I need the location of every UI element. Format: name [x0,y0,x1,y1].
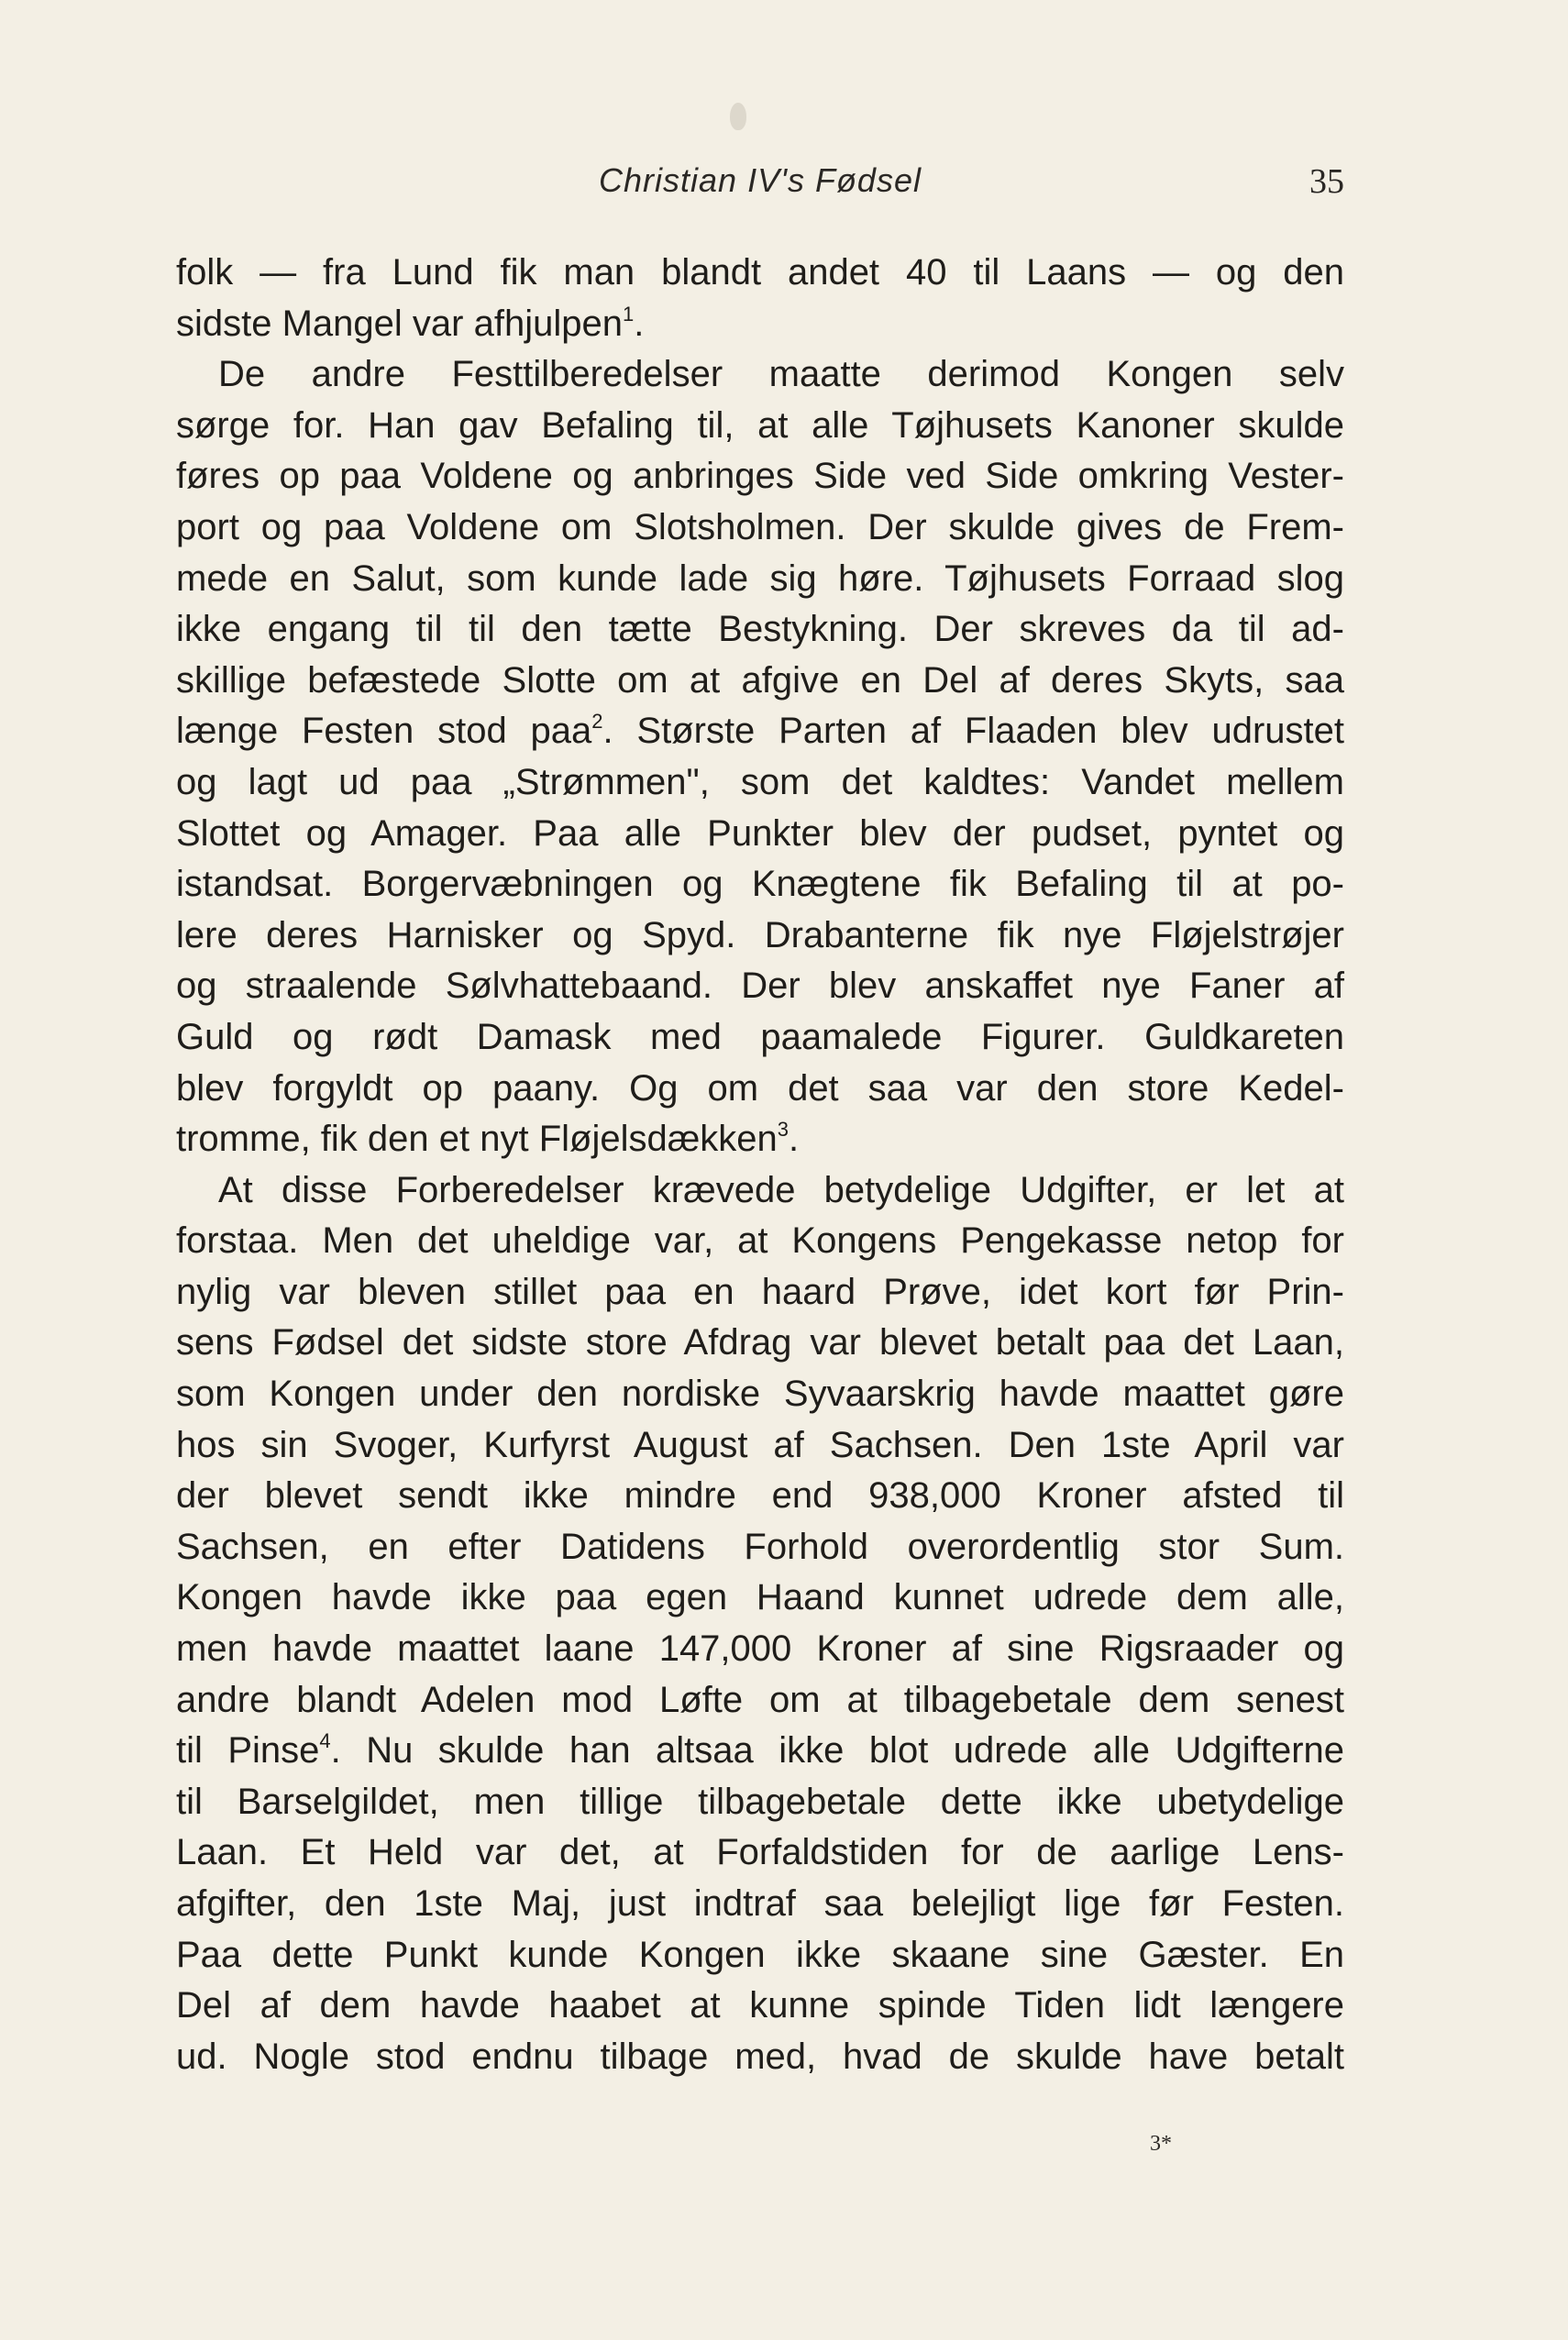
footnote-marker: 4 [319,1729,331,1753]
text-line [176,1216,1344,1267]
running-head [176,161,1344,213]
line-text: føres op paa Voldene og anbringes Side ved Side omkring Vester- [176,456,1344,497]
line-text: forstaa. Men det uheldige var, at Kongens Pengekasse netop for [176,1220,1344,1262]
text-line [176,349,1344,401]
line-text: istandsat. Borgervæbningen og Knægtene fik Befaling til at po- [176,864,1344,905]
text-line [176,1471,1344,1522]
line-text: andre blandt Adelen mod Løfte om at tilbagebetale dem senest [176,1679,1344,1720]
signature-mark: 3* [1150,2132,1172,2156]
line-text: lere deres Harnisker og Spyd. Drabanterne fik nye Fløjelstrøjer [176,914,1344,955]
text-line [176,961,1344,1012]
text-line [176,1981,1344,2032]
line-text: Paa dette Punkt kunde Kongen ikke skaane sine Gæster. En [176,1934,1344,1975]
line-text: men havde maattet laane 147,000 Kroner af sine Rigsraader og [176,1628,1344,1670]
line-text: sens Fødsel det sidste store Afdrag var blevet betalt paa det Laan, [176,1322,1344,1363]
line-text: nylig var bleven stillet paa en haard Prøve, idet kort før Prin- [176,1271,1344,1312]
text-line [176,1064,1344,1115]
text-line [176,1777,1344,1828]
line-text: afgifter, den 1ste Maj, just indtraf saa belejligt lige før Festen. [176,1883,1344,1924]
line-text: Kongen havde ikke paa egen Haand kunnet udrede dem alle, [176,1577,1344,1618]
text-line [176,554,1344,605]
line-text: og lagt ud paa „Strømmen", som det kaldtes: Vandet mellem [176,761,1344,802]
text-line [176,1726,1344,1777]
text-line [176,1827,1344,1879]
line-text: ikke engang til til den tætte Bestykning. Der skreves da til ad- [176,609,1344,650]
text-line [176,2032,1344,2083]
line-text: Del af dem havde haabet at kunne spinde Tiden lidt længere [176,1985,1344,2026]
text-line [176,604,1344,656]
running-title: Christian IV's Fødsel [599,161,922,199]
text-line [176,1624,1344,1675]
text-line [176,401,1344,452]
line-text: der blevet sendt ikke mindre end 938,000 Kroner afsted til [176,1475,1344,1517]
text-line [176,1522,1344,1573]
footnote-marker: 3 [777,1118,790,1142]
line-text: Laan. Et Held var det, at Forfaldstiden for de aarlige Lens- [176,1832,1344,1873]
text-line [176,1420,1344,1472]
line-text: længe Festen stod paa [176,711,592,752]
text-line [176,757,1344,809]
line-text-continued: . Største Parten af Flaaden blev udrustet [602,711,1344,752]
line-text: tromme, fik den et nyt Fløjelsdækken [176,1119,778,1160]
line-text: blev forgyldt op paany. Og om det saa var den store Kedel- [176,1067,1344,1109]
text-line [176,1114,1344,1165]
page-number: 35 [1309,162,1344,201]
line-text: mede en Salut, som kunde lade sig høre. Tøjhusets Forraad slog [176,557,1344,599]
text-line [176,502,1344,554]
line-text: skillige befæstede Slotte om at afgive en Del af deres Skyts, saa [176,659,1344,701]
text-line [176,1879,1344,1930]
line-text: port og paa Voldene om Slotsholmen. Der skulde gives de Frem- [176,506,1344,547]
text-line [176,248,1344,299]
text-line [176,809,1344,860]
line-text: Sachsen, en efter Datidens Forhold overordentlig stor Sum. [176,1526,1344,1567]
footnote-marker: 1 [622,302,635,326]
line-text: De andre Festtilberedelser maatte derimod Kongen selv [218,354,1344,395]
body-text [176,248,1344,2082]
text-line [176,1267,1344,1319]
text-line [176,1165,1344,1217]
text-line [176,1369,1344,1420]
line-text: Slottet og Amager. Paa alle Punkter blev der pudset, pyntet og [176,812,1344,854]
ink-smudge [730,103,746,130]
text-line [176,1675,1344,1727]
line-text: Guld og rødt Damask med paamalede Figurer. Guldkareten [176,1016,1344,1057]
line-text: sørge for. Han gav Befaling til, at alle Tøjhusets Kanoner skulde [176,404,1344,446]
text-line [176,859,1344,911]
line-text: til Barselgildet, men tillige tilbagebetale dette ikke ubetydelige [176,1781,1344,1822]
line-text: folk — fra Lund fik man blandt andet 40 til Laans — og den [176,252,1344,292]
text-line [176,299,1344,350]
line-text-continued: . [789,1119,800,1160]
line-text: At disse Forberedelser krævede betydelige Udgifter, er let at [218,1169,1344,1210]
line-text: og straalende Sølvhattebaand. Der blev anskaffet nye Faner af [176,966,1344,1007]
line-text: hos sin Svoger, Kurfyrst August af Sachsen. Den 1ste April var [176,1424,1344,1465]
text-line [176,911,1344,962]
text-line [176,706,1344,757]
line-text-continued: . [634,303,645,344]
line-text: ud. Nogle stod endnu tilbage med, hvad de skulde have betalt [176,2036,1344,2077]
line-text-continued: . Nu skulde han altsaa ikke blot udrede alle Udgifterne [330,1730,1345,1772]
text-line [176,1573,1344,1624]
text-line [176,451,1344,502]
line-text: sidste Mangel var afhjulpen [176,303,623,344]
text-line [176,1318,1344,1369]
text-line [176,1930,1344,1981]
text-line [176,656,1344,707]
text-line [176,1012,1344,1064]
line-text: til Pinse [176,1730,320,1772]
footnote-marker: 2 [591,710,603,734]
line-text: som Kongen under den nordiske Syvaarskrig havde maattet gøre [176,1374,1344,1415]
